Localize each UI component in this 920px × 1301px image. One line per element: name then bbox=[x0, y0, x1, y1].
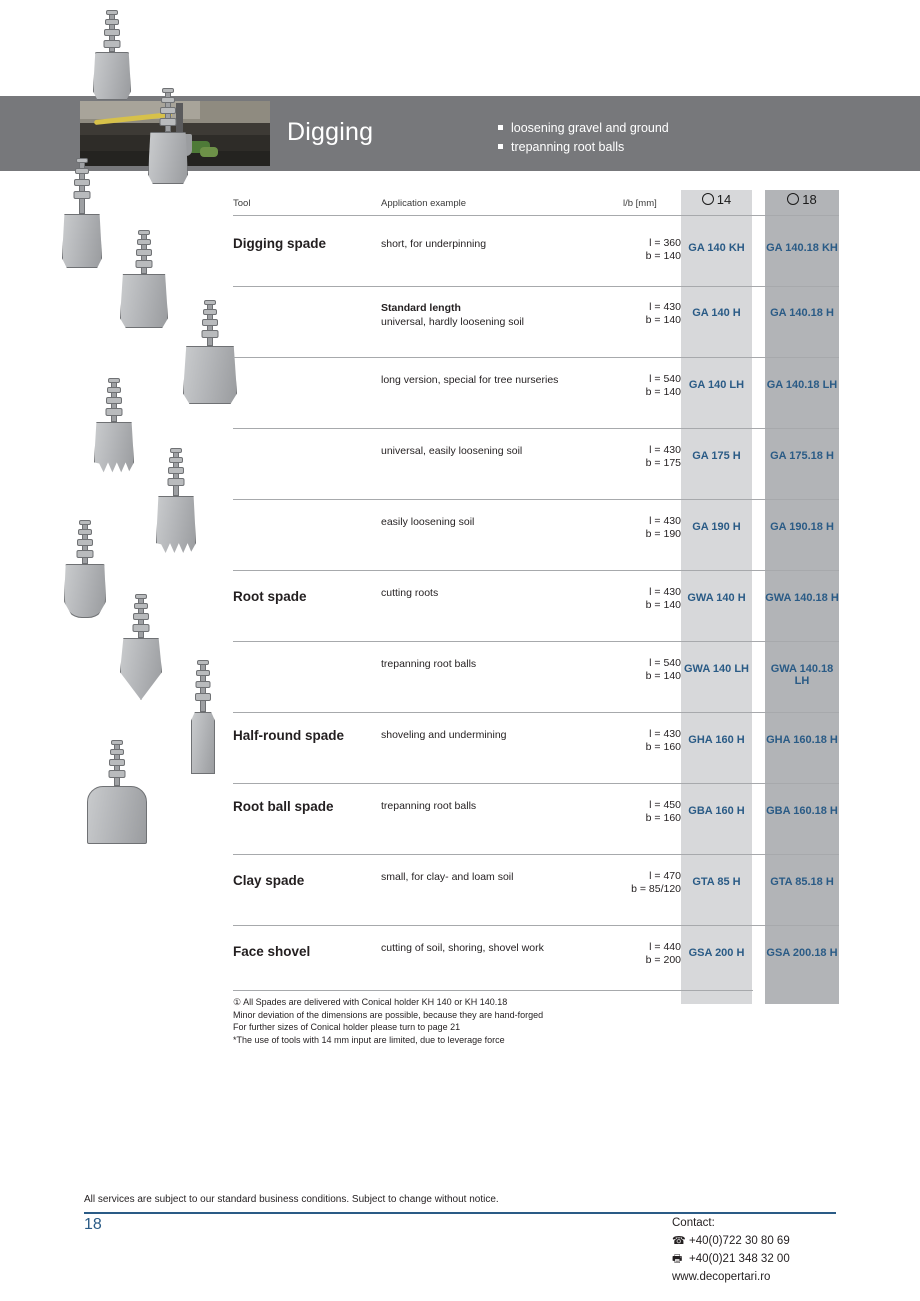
cell-code-14: GA 140 LH bbox=[688, 379, 745, 391]
cell-length: l = 440 bbox=[649, 941, 681, 953]
cell-application: shoveling and undermining bbox=[381, 729, 507, 741]
footnote-1: ① All Spades are delivered with Conical holder KH 140 or KH 140.18 bbox=[233, 997, 508, 1007]
cell-width: b = 140 bbox=[645, 599, 681, 611]
header-bullet-list bbox=[498, 119, 669, 157]
cell-width: b = 160 bbox=[645, 812, 681, 824]
table-row bbox=[233, 854, 839, 925]
cell-width: b = 85/120 bbox=[631, 883, 681, 895]
cell-application: easily loosening soil bbox=[381, 516, 475, 528]
cell-code-18: GWA 140.18 LH bbox=[770, 663, 834, 687]
cell-application: universal, hardly loosening soil bbox=[381, 316, 524, 328]
table-row bbox=[233, 641, 839, 712]
cell-length: l = 430 bbox=[649, 444, 681, 456]
cell-application: trepanning root balls bbox=[381, 658, 477, 670]
contact-website[interactable]: www.decopertari.ro bbox=[672, 1271, 771, 1283]
cell-code-14: GHA 160 H bbox=[688, 734, 745, 746]
cell-application: long version, special for tree nurseries bbox=[381, 374, 559, 386]
cell-code-18: GHA 160.18 H bbox=[766, 734, 838, 746]
table-row bbox=[233, 428, 839, 499]
bullet-square-icon bbox=[498, 144, 503, 149]
col-header-dimensions: l/b [mm] bbox=[623, 198, 657, 209]
footnotes bbox=[233, 990, 753, 1046]
table-row bbox=[233, 215, 839, 286]
cell-length: l = 430 bbox=[649, 301, 681, 313]
product-table bbox=[233, 190, 839, 996]
spade-illustrations bbox=[0, 0, 233, 1010]
cell-width: b = 140 bbox=[645, 250, 681, 262]
cell-width: b = 160 bbox=[645, 741, 681, 753]
col-header-tool: Tool bbox=[233, 198, 251, 209]
contact-block bbox=[672, 1214, 790, 1286]
cell-code-18: GA 140.18 H bbox=[770, 307, 834, 319]
cell-tool: Digging spade bbox=[233, 236, 327, 251]
col-header-size-14: 14 bbox=[681, 192, 752, 207]
table-row bbox=[233, 783, 839, 854]
bullet-square-icon bbox=[498, 125, 503, 130]
footnote-divider bbox=[233, 990, 753, 991]
cell-tool: Root spade bbox=[233, 589, 307, 604]
cell-length: l = 430 bbox=[649, 515, 681, 527]
spade-illustration-ga140lh bbox=[54, 158, 110, 268]
cell-code-14: GSA 200 H bbox=[688, 947, 745, 959]
cell-width: b = 200 bbox=[645, 954, 681, 966]
table-row bbox=[233, 286, 839, 357]
cell-code-18: GA 140.18 KH bbox=[766, 242, 838, 254]
cell-code-18: GA 190.18 H bbox=[770, 521, 834, 533]
cell-width: b = 175 bbox=[645, 457, 681, 469]
cell-length: l = 450 bbox=[649, 799, 681, 811]
table-row bbox=[233, 712, 839, 783]
cell-application: trepanning root balls bbox=[381, 800, 477, 812]
cell-application: cutting of soil, shoring, shovel work bbox=[381, 942, 544, 954]
cell-code-18: GWA 140.18 H bbox=[765, 592, 839, 604]
cell-tool: Clay spade bbox=[233, 873, 305, 888]
cell-tool: Root ball spade bbox=[233, 799, 334, 814]
spade-illustration-gsa200h bbox=[78, 740, 156, 855]
spade-illustration-gwa140h bbox=[86, 378, 142, 486]
cell-code-14: GWA 140 LH bbox=[684, 663, 749, 675]
contact-label: Contact: bbox=[672, 1217, 715, 1229]
cell-width: b = 140 bbox=[645, 670, 681, 682]
cell-width: b = 190 bbox=[645, 528, 681, 540]
cell-width: b = 140 bbox=[645, 314, 681, 326]
spade-illustration-gta85h bbox=[180, 660, 226, 778]
header-bullet-2: trepanning root balls bbox=[511, 140, 625, 154]
spade-illustration-gwa140lh bbox=[148, 448, 204, 564]
spade-illustration-ga175h bbox=[113, 230, 175, 330]
circle-icon bbox=[702, 193, 714, 205]
cell-code-14: GTA 85 H bbox=[692, 876, 741, 888]
page-number: 18 bbox=[84, 1216, 102, 1233]
contact-fax: +40(0)21 348 32 00 bbox=[689, 1253, 790, 1265]
contact-phone-line bbox=[672, 1232, 790, 1250]
spade-illustration-ga140kh bbox=[84, 10, 140, 100]
cell-length: l = 540 bbox=[649, 657, 681, 669]
cell-code-14: GA 190 H bbox=[692, 521, 741, 533]
cell-code-14: GA 140 KH bbox=[688, 242, 745, 254]
footnote-4: *The use of tools with 14 mm input are limited, due to leverage force bbox=[233, 1034, 505, 1045]
cell-length: l = 430 bbox=[649, 728, 681, 740]
cell-application: short, for underpinning bbox=[381, 238, 487, 250]
phone-icon: ☎ bbox=[672, 1235, 686, 1247]
spade-illustration-ga140h bbox=[140, 88, 196, 188]
fax-icon: 🖶 bbox=[672, 1253, 683, 1265]
cell-length: l = 430 bbox=[649, 586, 681, 598]
footnote-3: For further sizes of Conical holder please turn to page 21 bbox=[233, 1022, 461, 1032]
cell-length: l = 470 bbox=[649, 870, 681, 882]
table-row bbox=[233, 570, 839, 641]
cell-code-14: GA 140 H bbox=[692, 307, 741, 319]
cell-code-14: GA 175 H bbox=[692, 450, 741, 462]
cell-code-18: GA 140.18 LH bbox=[766, 379, 838, 391]
table-row bbox=[233, 357, 839, 428]
contact-phone: +40(0)722 30 80 69 bbox=[689, 1235, 790, 1247]
cell-code-18: GBA 160.18 H bbox=[766, 805, 838, 817]
cell-code-18: GTA 85.18 H bbox=[770, 876, 834, 888]
cell-tool: Face shovel bbox=[233, 944, 311, 959]
table-row bbox=[233, 925, 839, 996]
table-header-row bbox=[233, 190, 839, 215]
cell-tool: Half-round spade bbox=[233, 728, 345, 743]
cell-application: cutting roots bbox=[381, 587, 439, 599]
footnote-2: Minor deviation of the dimensions are possible, because they are hand-forged bbox=[233, 1009, 544, 1020]
contact-fax-line bbox=[672, 1250, 790, 1268]
col-header-application: Application example bbox=[381, 198, 467, 209]
page-title: Digging bbox=[287, 118, 374, 146]
cell-length: l = 360 bbox=[649, 237, 681, 249]
spade-illustration-gha160h bbox=[57, 520, 113, 620]
cell-application: small, for clay- and loam soil bbox=[381, 871, 514, 883]
spade-illustration-gba160h bbox=[113, 594, 169, 700]
cell-code-18: GSA 200.18 H bbox=[766, 947, 838, 959]
cell-code-18: GA 175.18 H bbox=[770, 450, 834, 462]
cell-code-14: GWA 140 H bbox=[687, 592, 746, 604]
cell-code-14: GBA 160 H bbox=[688, 805, 745, 817]
header-bullet-1: loosening gravel and ground bbox=[511, 121, 669, 135]
cell-application: universal, easily loosening soil bbox=[381, 445, 523, 457]
cell-width: b = 140 bbox=[645, 386, 681, 398]
cell-application-bold: Standard length bbox=[381, 302, 461, 314]
cell-length: l = 540 bbox=[649, 373, 681, 385]
circle-icon bbox=[787, 193, 799, 205]
footer-disclaimer: All services are subject to our standard business conditions. Subject to change without notice. bbox=[84, 1194, 499, 1205]
col-header-size-18: 18 bbox=[765, 192, 839, 207]
table-row bbox=[233, 499, 839, 570]
